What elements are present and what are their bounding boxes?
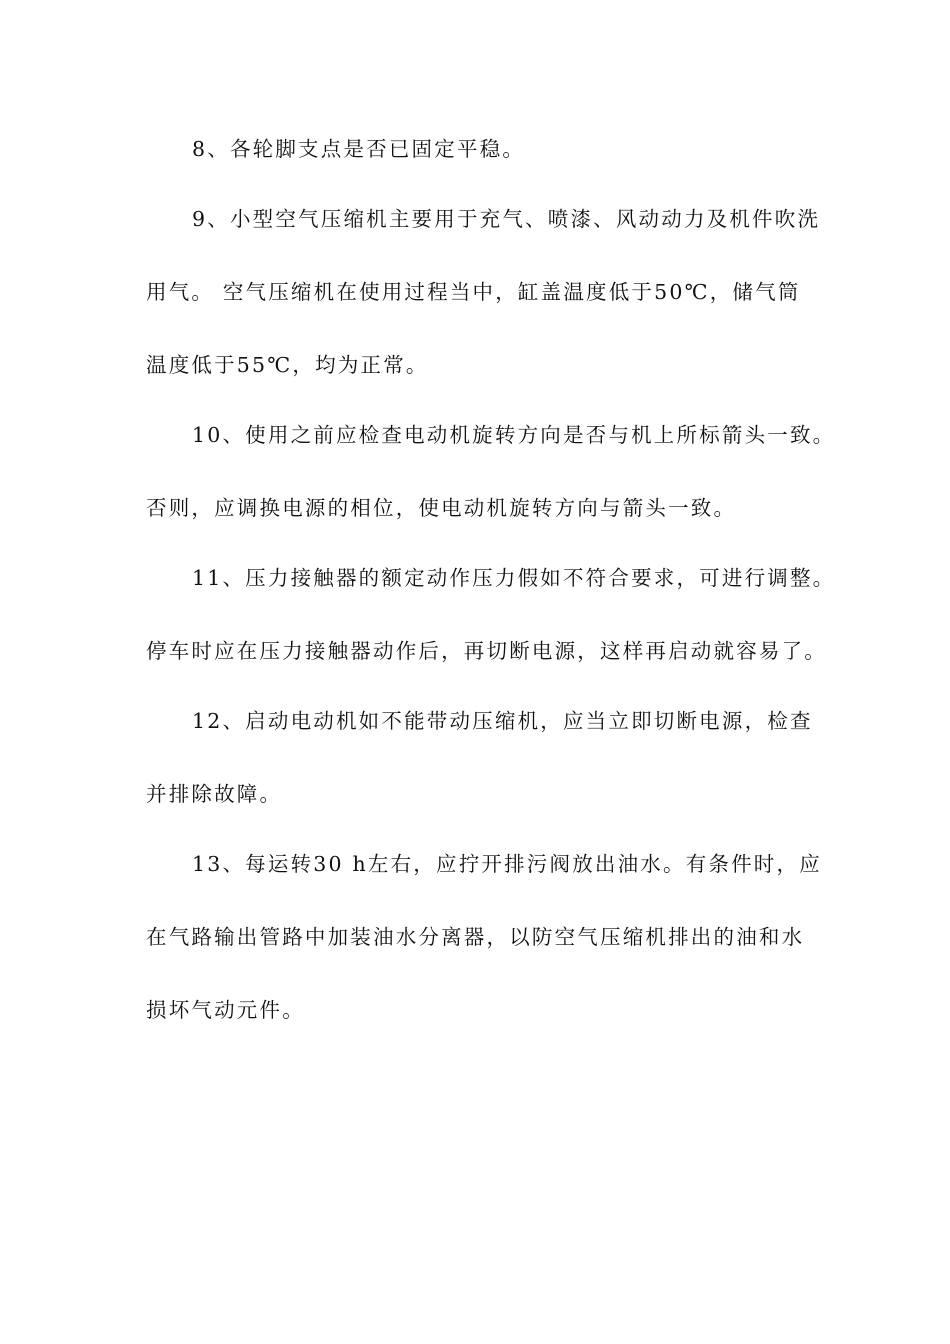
document-body bbox=[146, 132, 836, 1027]
paragraph-10-line-2: 否则，应调换电源的相位，使电动机旋转方向与箭头一致。 bbox=[146, 496, 737, 520]
paragraph-13-line-2: 在气路输出管路中加装油水分离器，以防空气压缩机排出的油和水 bbox=[146, 925, 805, 949]
paragraph-9-line-1: 9、小型空气压缩机主要用于充气、喷漆、风动动力及机件吹洗 bbox=[192, 207, 821, 231]
paragraph-12-line-1: 12、启动电动机如不能带动压缩机，应当立即切断电源，检查 bbox=[192, 709, 813, 733]
paragraph-9-line-3: 温度低于55℃，均为正常。 bbox=[146, 353, 429, 377]
paragraph-10-line-1: 10、使用之前应检查电动机旋转方向是否与机上所标箭头一致。 bbox=[192, 423, 836, 447]
paragraph-8-line-1: 8、各轮脚支点是否已固定平稳。 bbox=[192, 137, 526, 161]
paragraph-11-line-1: 11、压力接触器的额定动作压力假如不符合要求，可进行调整。 bbox=[192, 566, 836, 590]
paragraph-9-line-2: 用气。 空气压缩机在使用过程当中，缸盖温度低于50℃，储气筒 bbox=[146, 280, 801, 304]
paragraph-11-line-2: 停车时应在压力接触器动作后，再切断电源，这样再启动就容易了。 bbox=[146, 639, 827, 663]
paragraph-13-line-1: 13、每运转30 h左右，应拧开排污阀放出油水。有条件时，应 bbox=[192, 852, 822, 876]
paragraph-12-line-2: 并排除故障。 bbox=[146, 782, 283, 806]
paragraph-13-line-3: 损坏气动元件。 bbox=[146, 998, 305, 1022]
